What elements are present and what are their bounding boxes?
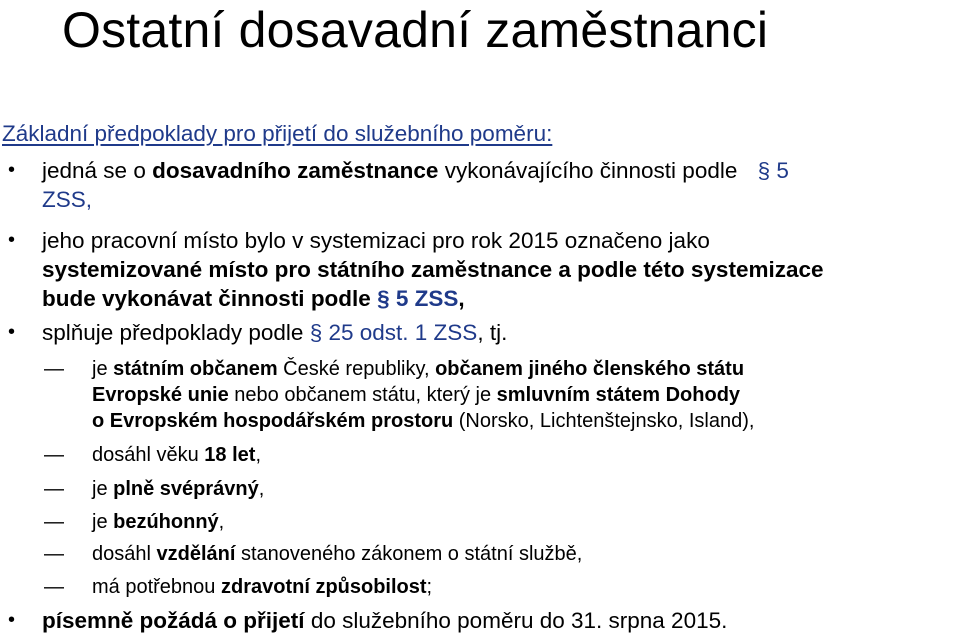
text-bold: státním občanem [113,358,278,380]
text-bold: Evropské unie [92,384,229,406]
text-bold: dosavadního zaměstnance [152,158,439,183]
text-bold: vzdělání [156,543,236,565]
text: dosáhl věku [92,444,205,466]
text-bold: zdravotní způsobilost [220,576,427,598]
bullet-dot: • [8,159,16,181]
text: jedná se o [42,158,153,183]
text-bold: , [458,286,465,311]
sub-item-2 [44,442,952,468]
text-bold: smluvním státem Dohody [496,384,741,406]
dash-marker: — [44,576,64,598]
text: nebo občanem státu, který je [228,384,497,406]
sub-item-4 [44,509,952,535]
dash-marker: — [44,444,64,466]
text-bold: bude vykonávat činnosti podle [42,286,371,311]
text-bold: občanem jiného členského státu [435,358,745,380]
text: , tj. [477,320,508,345]
bullet-item-3 [8,318,957,347]
text: (Norsko, Lichtenštejnsko, Island), [453,410,755,432]
text: je [92,478,114,500]
bullet-dot: • [8,229,16,251]
page-title: Ostatní dosavadní zaměstnanci [62,2,769,58]
law-reference: § 5 [757,158,789,183]
law-reference: § 5 ZSS [377,286,459,311]
text: dosáhl [92,543,157,565]
sub-item-5 [44,541,952,567]
text: stanoveného zákonem o státní službě, [235,543,583,565]
bullet-dot: • [8,321,16,343]
text-bold: 18 let [204,444,256,466]
text-bold: bezúhonný [113,511,219,533]
text: , [255,444,262,466]
dash-marker: — [44,543,64,565]
text: je [92,511,114,533]
text-bold: o Evropském hospodářském prostoru [92,410,454,432]
bullet-dot: • [8,609,16,631]
text: do služebního poměru do 31. srpna 2015. [304,608,728,633]
sub-item-6 [44,574,952,600]
text: České republiky, [277,358,436,380]
bullet-item-2 [8,226,957,313]
text: vykonávajícího činnosti podle [438,158,738,183]
law-reference: ZSS, [42,187,93,212]
text: , [258,478,265,500]
text: jeho pracovní místo bylo v systemizaci pro rok 2015 označeno jako [42,228,710,253]
text: splňuje předpoklady podle [42,320,304,345]
text-bold: písemně požádá o přijetí [42,608,305,633]
dash-marker: — [44,478,64,500]
bullet-item-1 [8,156,957,214]
text: je [92,358,114,380]
dash-marker: — [44,358,64,380]
sub-item-1 [44,356,952,434]
text: , [218,511,225,533]
text: má potřebnou [92,576,221,598]
text: ; [426,576,433,598]
bullet-item-4 [8,606,957,635]
law-reference: § 25 odst. 1 ZSS [309,320,478,345]
text-bold: plně svéprávný [113,478,259,500]
dash-marker: — [44,511,64,533]
sub-item-3 [44,476,952,502]
intro-heading: Základní předpoklady pro přijetí do služebního poměru: [2,121,553,146]
text-bold: systemizované místo pro státního zaměstnance a podle této systemizace [42,257,824,282]
